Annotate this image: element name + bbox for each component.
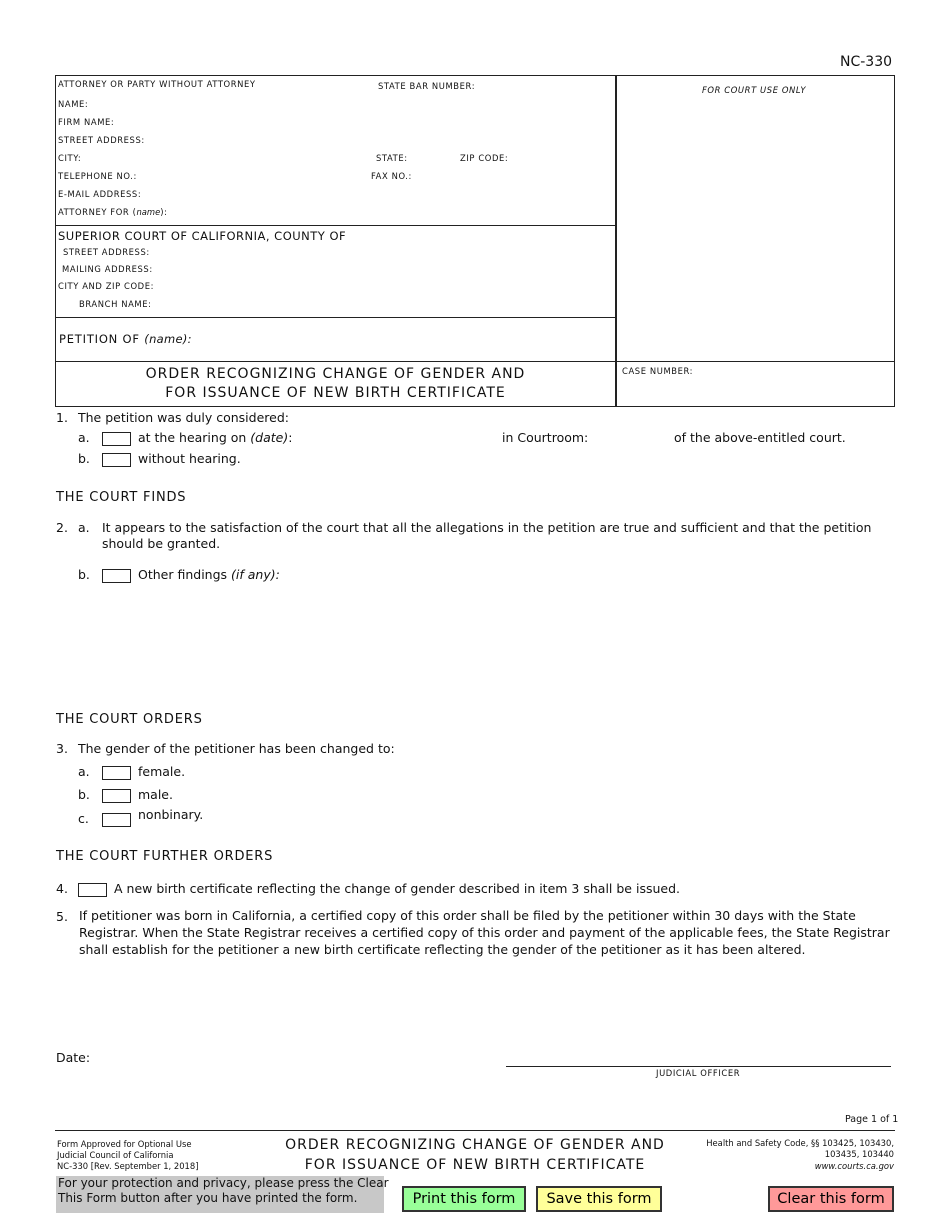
item5-line2: Registrar. When the State Registrar receives a certified copy of this order and payment of the applicable fees, the State Registrar (79, 925, 890, 940)
footer-rule (55, 1130, 895, 1131)
item1a-checkbox[interactable] (102, 432, 131, 446)
footer-left3: NC-330 [Rev. September 1, 2018] (57, 1161, 199, 1171)
form-title-line2: FOR ISSUANCE OF NEW BIRTH CERTIFICATE (165, 385, 506, 401)
form-title-line1: ORDER RECOGNIZING CHANGE OF GENDER AND (145, 366, 526, 382)
attorney-label: ATTORNEY OR PARTY WITHOUT ATTORNEY (58, 79, 256, 89)
item3-text: The gender of the petitioner has been changed to: (78, 741, 395, 756)
item2b-text: Other findings (if any): (138, 567, 280, 582)
state-label: STATE: (376, 153, 408, 163)
court-branch-label: BRANCH NAME: (79, 299, 152, 309)
court-city-label: CITY AND ZIP CODE: (58, 281, 155, 291)
nonbinary-label: nonbinary. (138, 807, 204, 822)
date-label: Date: (56, 1050, 91, 1065)
item2b-checkbox[interactable] (102, 569, 131, 583)
case-number-label: CASE NUMBER: (622, 366, 694, 376)
item2a-line1: It appears to the satisfaction of the court that all the allegations in the petition are true and sufficient and that the petition (102, 520, 872, 535)
item1-number: 1. (56, 410, 68, 425)
privacy-line2: This Form button after you have printed the form. (58, 1191, 358, 1205)
item2a-letter: a. (78, 520, 90, 535)
divider (55, 317, 616, 318)
court-mailing-label: MAILING ADDRESS: (62, 264, 153, 274)
item5-number: 5. (56, 909, 68, 924)
item3c-letter: c. (78, 811, 89, 826)
print-button[interactable]: Print this form (402, 1186, 526, 1212)
divider (55, 361, 895, 362)
item1a-text: at the hearing on (date): (138, 430, 293, 445)
further-heading: THE COURT FURTHER ORDERS (56, 849, 274, 864)
name-label: NAME: (58, 99, 89, 109)
street-label: STREET ADDRESS: (58, 135, 145, 145)
city-label: CITY: (58, 153, 82, 163)
signature-line (506, 1066, 891, 1067)
judicial-officer-label: JUDICIAL OFFICER (656, 1068, 741, 1078)
email-label: E-MAIL ADDRESS: (58, 189, 142, 199)
item4-number: 4. (56, 881, 68, 896)
footer-left2: Judicial Council of California (57, 1150, 174, 1160)
male-label: male. (138, 787, 173, 802)
footer-title2: FOR ISSUANCE OF NEW BIRTH CERTIFICATE (304, 1157, 646, 1173)
item4-text: A new birth certificate reflecting the change of gender described in item 3 shall be issued. (114, 881, 680, 896)
orders-heading: THE COURT ORDERS (56, 712, 203, 727)
privacy-notice (56, 1176, 389, 1213)
female-label: female. (138, 764, 186, 779)
item5-line3: shall establish for the petitioner a new birth certificate reflecting the gender of the petitioner as it has been altered. (79, 942, 806, 957)
item2a-line2: should be granted. (102, 536, 221, 551)
footer-right1: Health and Safety Code, §§ 103425, 103430, (706, 1138, 894, 1148)
footer-right2: 103435, 103440 (824, 1149, 894, 1159)
zip-label: ZIP CODE: (460, 153, 509, 163)
form-number: NC-330 (840, 54, 893, 70)
footer-title1: ORDER RECOGNIZING CHANGE OF GENDER AND (285, 1137, 665, 1153)
item5-line1: If petitioner was born in California, a certified copy of this order shall be filed by the petitioner within 30 days with the State (79, 908, 856, 923)
item3a-letter: a. (78, 764, 90, 779)
footer-left1: Form Approved for Optional Use (57, 1139, 192, 1149)
item1b-letter: b. (78, 451, 90, 466)
item1-text: The petition was duly considered: (78, 410, 289, 425)
save-button[interactable]: Save this form (536, 1186, 662, 1212)
attorney-for-label: ATTORNEY FOR (name): (58, 207, 168, 217)
finds-heading: THE COURT FINDS (56, 490, 187, 505)
court-street-label: STREET ADDRESS: (63, 247, 150, 257)
page-number: Page 1 of 1 (845, 1114, 899, 1125)
item1a-courtroom: in Courtroom: (502, 430, 589, 445)
firm-label: FIRM NAME: (58, 117, 115, 127)
item1b-checkbox[interactable] (102, 453, 131, 467)
item2-number: 2. (56, 520, 68, 535)
privacy-line1: For your protection and privacy, please press the Clear (58, 1176, 389, 1190)
divider (55, 225, 616, 226)
item2b-letter: b. (78, 567, 90, 582)
footer-website: www.courts.ca.gov (814, 1161, 894, 1171)
male-checkbox[interactable] (102, 789, 131, 803)
state-bar-label: STATE BAR NUMBER: (378, 81, 476, 91)
item1a-court: of the above-entitled court. (674, 430, 846, 445)
item1a-letter: a. (78, 430, 90, 445)
court-heading: SUPERIOR COURT OF CALIFORNIA, COUNTY OF (58, 229, 347, 243)
clear-button[interactable]: Clear this form (768, 1186, 894, 1212)
phone-label: TELEPHONE NO.: (58, 171, 137, 181)
item1b-text: without hearing. (138, 451, 241, 466)
item3b-letter: b. (78, 787, 90, 802)
female-checkbox[interactable] (102, 766, 131, 780)
court-use-label: FOR COURT USE ONLY (702, 85, 807, 95)
petition-label: PETITION OF (name): (59, 332, 192, 346)
nonbinary-checkbox[interactable] (102, 813, 131, 827)
caption-right-box (616, 75, 895, 407)
fax-label: FAX NO.: (371, 171, 412, 181)
item3-number: 3. (56, 741, 68, 756)
item4-checkbox[interactable] (78, 883, 107, 897)
